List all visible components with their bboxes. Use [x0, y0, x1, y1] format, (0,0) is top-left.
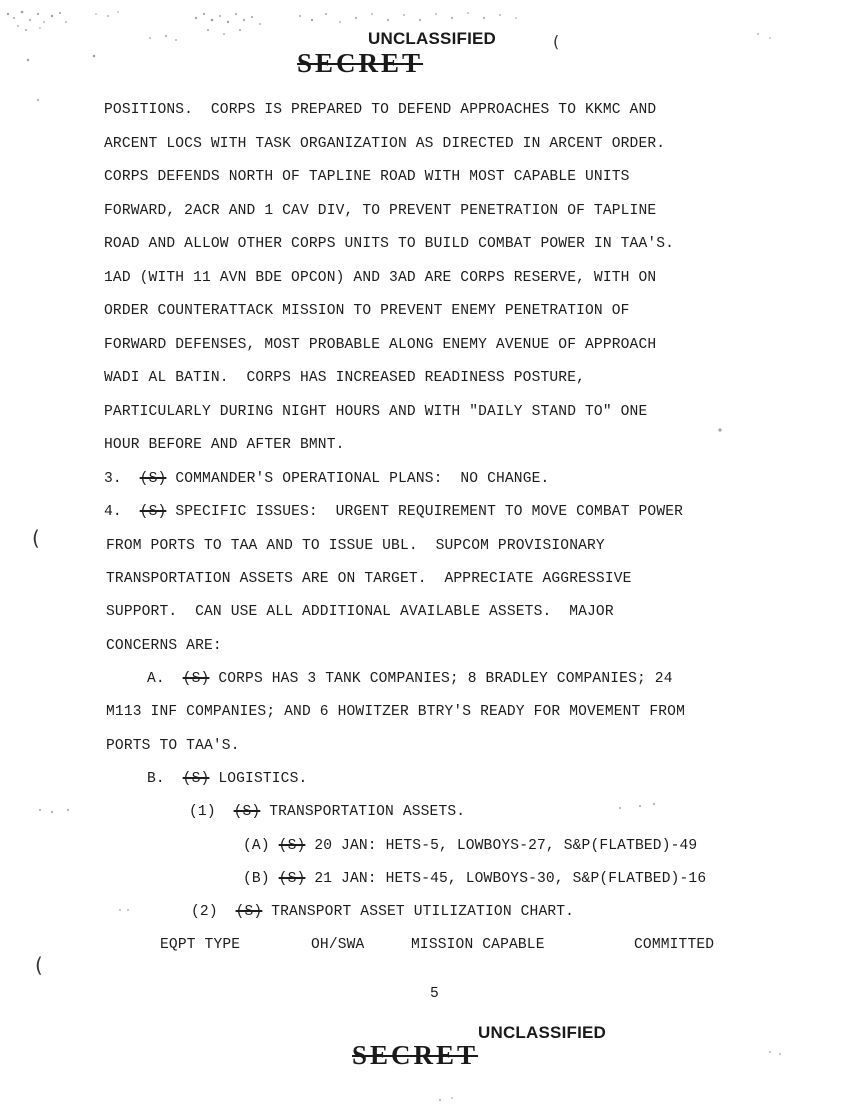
- classification-mark: (S): [278, 838, 306, 854]
- margin-mark: (: [553, 32, 560, 51]
- classification-mark: (S): [182, 671, 210, 687]
- secret-marking-top: SECRET: [297, 48, 424, 78]
- item-label: A.: [147, 671, 165, 687]
- item-a: [147, 670, 673, 688]
- table-header-eqpt-type: EQPT TYPE: [160, 937, 241, 953]
- classification-mark: (S): [182, 771, 210, 787]
- classification-mark: (S): [139, 504, 167, 520]
- item-label: (B): [243, 871, 270, 887]
- margin-mark: (: [35, 953, 43, 977]
- item-text: CORPS HAS 3 TANK COMPANIES; 8 BRADLEY COMPANIES; 24: [218, 671, 673, 687]
- item-text: COMMANDER'S OPERATIONAL PLANS: NO CHANGE.: [175, 471, 550, 487]
- paragraph-line: M113 INF COMPANIES; AND 6 HOWITZER BTRY'S READY FOR MOVEMENT FROM: [106, 704, 685, 720]
- paragraph-line: ARCENT LOCS WITH TASK ORGANIZATION AS DIRECTED IN ARCENT ORDER.: [104, 136, 666, 152]
- paragraph-line: FORWARD, 2ACR AND 1 CAV DIV, TO PREVENT PENETRATION OF TAPLINE: [104, 203, 657, 219]
- margin-mark: (: [32, 526, 40, 550]
- classification-marking-bottom: UNCLASSIFIED: [478, 1023, 607, 1042]
- item-number: 3.: [104, 471, 122, 487]
- item-1: [189, 803, 465, 821]
- item-number: 4.: [104, 504, 122, 520]
- item-text: TRANSPORTATION ASSETS.: [269, 804, 466, 820]
- item-1b: [243, 870, 706, 888]
- paragraph-line: FROM PORTS TO TAA AND TO ISSUE UBL. SUPCOM PROVISIONARY: [106, 538, 605, 554]
- paragraph-line: 1AD (WITH 11 AVN BDE OPCON) AND 3AD ARE CORPS RESERVE, WITH ON: [104, 270, 657, 286]
- classification-marking-top: UNCLASSIFIED: [368, 29, 497, 48]
- paragraph-line: HOUR BEFORE AND AFTER BMNT.: [104, 437, 345, 453]
- page-number: 5: [430, 986, 439, 1002]
- paragraph-line: PARTICULARLY DURING NIGHT HOURS AND WITH "DAILY STAND TO" ONE: [104, 404, 648, 420]
- classification-mark: (S): [233, 804, 261, 820]
- table-header-mission-capable: MISSION CAPABLE: [411, 937, 545, 953]
- item-label: (A): [243, 838, 270, 854]
- item-text: LOGISTICS.: [218, 771, 308, 787]
- classification-mark: (S): [235, 904, 263, 920]
- item-text: 21 JAN: HETS-45, LOWBOYS-30, S&P(FLATBED)-16: [314, 871, 707, 887]
- item-1a: [243, 837, 697, 855]
- item-label: B.: [147, 771, 165, 787]
- item-b: [147, 770, 307, 788]
- classification-mark: (S): [139, 471, 167, 487]
- item-3: [104, 470, 549, 488]
- paragraph-line: ORDER COUNTERATTACK MISSION TO PREVENT ENEMY PENETRATION OF: [104, 303, 630, 319]
- table-header-committed: COMMITTED: [634, 937, 715, 953]
- item-text: TRANSPORT ASSET UTILIZATION CHART.: [271, 904, 575, 920]
- paragraph-line: TRANSPORTATION ASSETS ARE ON TARGET. APPRECIATE AGGRESSIVE: [106, 571, 632, 587]
- paragraph-line: POSITIONS. CORPS IS PREPARED TO DEFEND APPROACHES TO KKMC AND: [104, 102, 657, 118]
- item-text: SPECIFIC ISSUES: URGENT REQUIREMENT TO MOVE COMBAT POWER: [175, 504, 684, 520]
- paragraph-line: FORWARD DEFENSES, MOST PROBABLE ALONG ENEMY AVENUE OF APPROACH: [104, 337, 657, 353]
- item-4: [104, 503, 683, 521]
- paragraph-line: WADI AL BATIN. CORPS HAS INCREASED READINESS POSTURE,: [104, 370, 586, 386]
- paragraph-line: PORTS TO TAA'S.: [106, 738, 240, 754]
- paragraph-line: ROAD AND ALLOW OTHER CORPS UNITS TO BUILD COMBAT POWER IN TAA'S.: [104, 236, 675, 252]
- paragraph-line: SUPPORT. CAN USE ALL ADDITIONAL AVAILABLE ASSETS. MAJOR: [106, 604, 614, 620]
- item-text: 20 JAN: HETS-5, LOWBOYS-27, S&P(FLATBED)-49: [314, 838, 698, 854]
- secret-marking-bottom: SECRET: [352, 1040, 479, 1070]
- item-label: (1): [189, 804, 216, 820]
- table-header-oh-swa: OH/SWA: [311, 937, 365, 953]
- item-2: [191, 903, 574, 921]
- paragraph-line: CORPS DEFENDS NORTH OF TAPLINE ROAD WITH MOST CAPABLE UNITS: [104, 169, 630, 185]
- classification-mark: (S): [278, 871, 306, 887]
- item-label: (2): [191, 904, 218, 920]
- paragraph-line: CONCERNS ARE:: [106, 638, 222, 654]
